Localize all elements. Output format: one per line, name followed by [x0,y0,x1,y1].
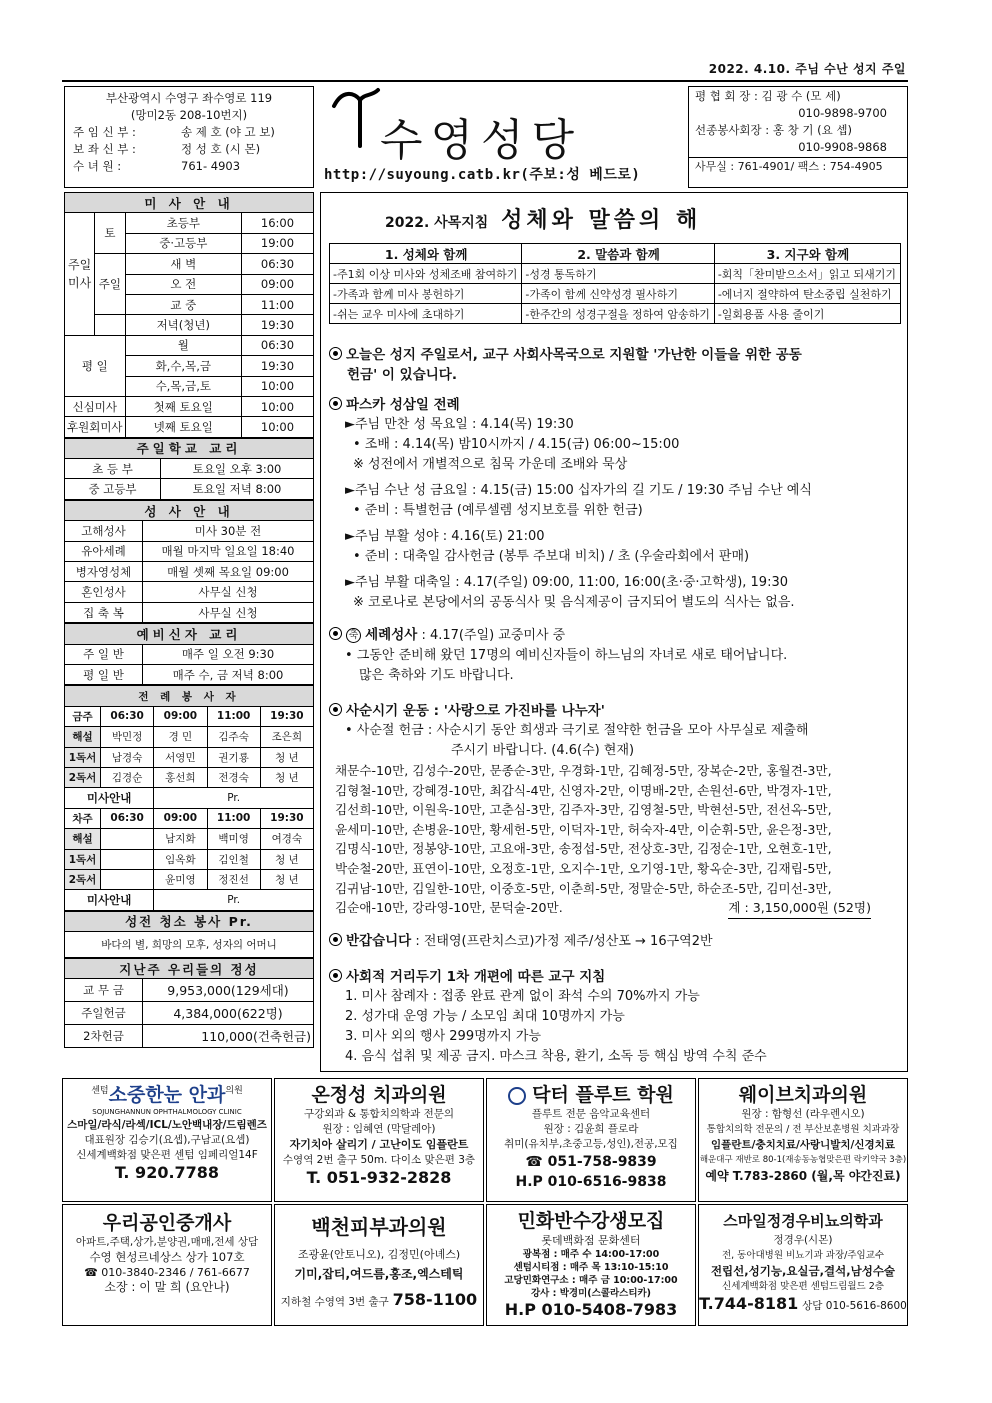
ad-phone: T. 051-932-2828 [306,1168,452,1187]
donor-line: 채문수-10만, 김성수-20만, 문종순-3만, 우경화-1만, 김혜정-5만, 장복순-2만, 홍월견-3만, [335,763,832,778]
school-group: 초 등 부 [65,459,161,479]
server-name [101,829,154,849]
notice-line: 오늘은 성지 주일로서, 교구 사회사목국으로 지원할 '가난한 이들을 위한 공동 [346,347,802,363]
sacraments-title: 성 사 안 내 [65,500,314,520]
server-name: 김인철 [207,849,260,869]
ad-line: ☎ 010-3840-2346 / 761-6677 [84,1266,250,1279]
address-box [64,86,314,188]
ad-name: 닥터 플루트 학원 [532,1084,674,1106]
guide-label: 미사안내 [65,788,154,808]
notice-line: 주시기 바랍니다. (4.6(수) 현재) [451,743,635,758]
bullet-circle-icon [329,397,342,410]
assistant-label: 보 좌 신 부 : [73,142,136,156]
ad-line: 신세계백화점 맞은편 센텀드림월드 2층 [722,1281,884,1292]
liturgy-servers-table [64,685,314,910]
guide-value: Pr. [154,788,314,808]
council-phone: 010-9898-9700 [798,106,887,120]
mass-name: 첫째 토요일 [125,396,241,416]
mass-time: 19:30 [242,356,314,376]
sunday-school-title: 주일학교 교리 [65,438,314,458]
donor-line: 박순철-20만, 표연이-10만, 오정호-1만, 오지수-1만, 오기영-1만, 황옥순-3만, 김재립-5만, [335,860,832,876]
server-name [101,869,154,889]
special-mass-label: 신심미사 [65,396,126,416]
notice-baptism [329,625,901,686]
ad-line: 신세계백화점 맞은편 센텀 임페리얼14F [76,1149,258,1161]
mass-time: 10:00 [242,417,314,437]
pastor-name: 송 제 호 (야 고 보) [181,125,275,139]
ad-line: 소장 : 이 말 희 (요안나) [104,1280,230,1294]
mass-name: 오 전 [125,274,241,294]
council-label: 평 협 회 장 : [695,89,758,103]
mass-time: 10:00 [242,396,314,416]
ad-phone: H.P 010-6516-9838 [515,1174,667,1190]
server-name: 서영민 [154,747,207,767]
notice-line: ►주님 만찬 성 목요일 : 4.14(목) 19:30 [345,417,574,432]
mass-name: 초등부 [125,213,241,233]
funeral-phone: 010-9908-9868 [798,140,887,154]
ad-name: 웨이브치과의원 [738,1084,868,1106]
server-role: 2독서 [65,767,101,787]
notice-paschal-triduum [329,395,901,613]
server-name [101,849,154,869]
server-role: 해설 [65,727,101,747]
pastoral-theme [385,203,701,234]
donor-list [329,761,901,919]
notice-line: ※ 코로나로 본당에서의 공동식사 및 음식제공이 금지되어 별도의 식사는 없음. [353,595,795,610]
mass-name: 넷째 토요일 [125,417,241,437]
server-name: 정진선 [207,869,260,889]
parish-logo-area [320,86,684,188]
ad-name: 백천피부과의원 [311,1215,447,1239]
server-role: 2독서 [65,869,101,889]
mass-name: 화,수,목,금 [125,356,241,376]
mass-name: 새 벽 [125,254,241,274]
cleaning-groups: 바다의 별, 희망의 모후, 성자의 어머니 [65,932,314,958]
ad-line: 센텀시티점 : 매주 목 13:10-15:10 [513,1262,669,1273]
sacraments-table [64,500,314,623]
ad-line: 수영 현성르네상스 상가 107호 [89,1250,245,1264]
ad-flute-academy [486,1078,696,1202]
ad-line: 조광윤(안토니오), 김정민(아녜스) [297,1248,461,1261]
server-role: 1독서 [65,849,101,869]
ad-phone: 상담 010-5616-8600 [802,1300,907,1312]
contact-box [688,86,908,188]
ad-prefix: 센텀 [91,1086,109,1096]
pillar-item: -한주간의 성경구절을 정하여 암송하기 [522,304,714,324]
mass-time: 09:00 [242,274,314,294]
ad-phone: ☎ 051-758-9839 [525,1154,657,1170]
server-time: 11:00 [207,808,260,828]
top-rule [62,80,908,82]
week-label: 차주 [65,808,101,828]
bullet-circle-icon [329,969,342,982]
notice-heading: 사회적 거리두기 1차 개편에 따른 교구 지침 [346,969,606,985]
mass-name: 저녁(청년) [125,315,241,335]
server-name: 권기룡 [207,747,260,767]
sacrament-info: 사무실 신청 [143,602,314,622]
main-notices [320,192,908,1072]
server-name: 김주숙 [207,727,260,747]
sacrament-name: 병자영성체 [65,562,143,582]
pillar-heading: 2. 말씀과 함께 [522,244,714,264]
ad-line: 대표원장 김승기(요셉),구남교(요셉) [84,1134,250,1146]
funeral-name: 홍 창 기 (요 셉) [772,123,852,137]
offering-amount: 9,953,000(129세대) [143,979,314,1002]
server-name: 여경숙 [260,829,313,849]
notice-line: • 준비 : 특별헌금 (예루셀렘 성지보호를 위한 헌금) [353,503,643,518]
guide-value: Pr. [154,890,314,910]
server-time: 19:30 [260,808,313,828]
ad-line: 스마일/라식/라섹/ICL/노안백내장/드림렌즈 [67,1119,267,1131]
server-name: 청 년 [260,869,313,889]
offering-kind: 교 무 금 [65,979,143,1002]
notice-line: 많은 축하와 기도 바랍니다. [359,668,514,683]
saturday-label: 토 [95,213,125,254]
notice-line: 3. 미사 외의 행사 299명까지 가능 [345,1029,542,1044]
server-time: 06:30 [101,706,154,726]
mass-time: 10:00 [242,376,314,396]
server-name: 청 년 [260,849,313,869]
ad-line: 강사 : 박경미(스콜라스티카) [530,1288,652,1299]
week-label: 금주 [65,706,101,726]
ad-line: 정경우(시몬) [773,1234,833,1246]
school-group: 중 고등부 [65,479,161,499]
mass-name: 월 [125,335,241,355]
ad-name: 민화반수강생모집 [517,1210,665,1232]
notice-heading: 세례성사 [365,627,418,643]
notice-line: • 조배 : 4.14(목) 밤10시까지 / 4.15(금) 06:00~15:00 [353,437,680,452]
assistant-name: 정 성 호 (시 몬) [181,142,261,156]
office-contact: 사무실 : 761-4901/ 팩스 : 754-4905 [689,157,907,175]
server-name: 청 년 [260,747,313,767]
offering-amount: 110,000(건축헌금) [143,1025,314,1048]
mass-time: 16:00 [242,213,314,233]
mass-time: 06:30 [242,335,314,355]
ad-line: 기미,잡티,여드름,홍조,엑스테틱 [294,1267,464,1281]
pillar-item: -에너지 절약하여 탄소중립 실천하기 [714,284,900,304]
sacrament-name: 고해성사 [65,521,143,541]
pillar-item: -회칙「찬미받으소서」읽고 되새기기 [714,264,900,284]
weekday-label: 평 일 [65,335,126,396]
class-time: 매주 수, 금 저녁 8:00 [143,664,314,684]
bullet-circle-icon [329,703,342,716]
ad-line: 수영역 2번 출구 50m. 다이소 맞은편 3층 [282,1154,476,1166]
school-time: 토요일 저녁 8:00 [161,479,314,499]
address-line-1: 부산광역시 수영구 좌수영로 119 [105,91,273,105]
mass-time: 19:00 [242,233,314,253]
catechumen-title: 예비신자 교리 [65,624,314,644]
server-name: 임옥화 [154,849,207,869]
ad-dental-clinic-1 [274,1078,484,1202]
notice-line: 4. 음식 섭취 및 제공 금지. 마스크 착용, 환기, 소독 등 핵심 방역 수칙 준수 [345,1049,767,1064]
server-name: 남경숙 [101,747,154,767]
notice-line: ※ 성전에서 개별적으로 침묵 가운데 조배와 묵상 [353,457,628,472]
council-name: 김 광 수 (모 세) [761,89,841,103]
cleaning-table [64,911,314,958]
donor-line: 김순애-10만, 강라영-10만, 문덕술-20만. [335,900,563,916]
pastor-label: 주 임 신 부 : [73,125,136,139]
ad-line: 원장 : 임혜연 (막달레아) [322,1123,436,1135]
notice-distancing [329,967,901,1067]
donor-line: 김선희-10만, 이원욱-10만, 고춘심-3만, 김주자-3만, 김영철-5만, 박현선-5만, 전선옥-5만, [335,802,832,818]
convent-phone: 761- 4903 [181,159,241,173]
sunday-mass-label: 주일미사 [65,213,95,335]
catechumen-table [64,623,314,685]
ad-line: 전립선,성기능,요실금,결석,남성수술 [710,1264,896,1278]
sacrament-info: 사무실 신청 [143,582,314,602]
donor-line: 윤세미-10만, 손병윤-10만, 황세헌-5만, 이덕자-1만, 허숙자-4만, 이순휘-5만, 윤은정-3만, [335,821,832,837]
bullet-circle-icon [329,347,342,360]
academy-emblem-icon [508,1087,526,1105]
notice-line: • 준비 : 대축일 감사헌금 (봉투 주보대 비치) / 초 (우술라회에서 판매) [353,549,750,564]
logo-text: 수영성당 [380,115,583,166]
ad-suffix: 의원 [225,1086,243,1096]
notice-detail: : 4.17(주일) 교중미사 중 [417,628,566,643]
ad-real-estate [62,1204,272,1326]
ad-phone: 예약 T.783-2860 (월,목 야간진료) [705,1169,901,1183]
ad-line: 광복점 : 매주 수 14:00-17:00 [522,1249,660,1260]
convent-label: 수 녀 원 : [73,159,122,173]
notice-line: • 사순절 헌금 : 사순시기 동안 희생과 극기로 절약한 헌금을 모아 사무실로 제출해 [345,723,809,738]
pillar-item: -가족과 함께 미사 봉헌하기 [330,284,522,304]
mass-time: 19:30 [242,315,314,335]
server-time: 11:00 [207,706,260,726]
ad-line: 전, 동아대병원 비뇨기과 과장/주임교수 [721,1250,885,1261]
notice-heading: 사순시기 운동 : '사랑으로 가진바를 나누자' [346,703,605,719]
ad-dental-clinic-2 [698,1078,908,1202]
notice-line: 1. 미사 참례자 : 접종 완료 관계 없이 좌석 수의 70%까지 가능 [345,989,700,1004]
mass-name: 중·고등부 [125,233,241,253]
notice-detail: : 전태영(프란치스코)가정 제주/성산포 → 16구역2반 [411,934,713,949]
class-time: 매주 일 오전 9:30 [143,644,314,664]
sacrament-info: 매월 셋째 목요일 09:00 [143,562,314,582]
offering-table [64,958,314,1048]
advertisements [62,1078,908,1326]
sacrament-info: 매월 마지막 일요일 18:40 [143,541,314,561]
ad-phone: T.744-8181 [699,1294,799,1313]
ad-line: 롯데백화점 문화센터 [541,1234,641,1247]
school-time: 토요일 오후 3:00 [161,459,314,479]
donor-line: 김명식-10만, 정봉양-10만, 고요애-3만, 송정섭-5만, 전상호-3만, 김정순-1만, 오현호-1만, [335,841,832,857]
bullet-circle-icon [329,933,342,946]
server-time: 09:00 [154,706,207,726]
theme-year: 2022. 사목지침 [385,215,489,231]
ad-line: 아파트,주택,상가,분양권,매매,전세 상담 [75,1236,259,1248]
offering-kind: 2차헌금 [65,1025,143,1048]
sunday-school-table [64,438,314,500]
notice-line: • 그동안 준비해 왔던 17명의 예비신자들이 하느님의 자녀로 새로 태어납니다. [345,648,788,663]
ad-folk-painting [486,1204,696,1326]
server-name: 김경순 [101,767,154,787]
funeral-label: 선종봉사회장 : [695,123,770,137]
left-column [64,192,314,1048]
ad-subtitle: SOJUNGHANNUN OPHTHALMOLOGY CLINIC [92,1108,242,1116]
ad-line: 임플란트/충치치료/사랑니발치/신경치료 [711,1139,895,1151]
sacrament-info: 미사 30분 전 [143,521,314,541]
pillar-item: -일회용품 사용 줄이기 [714,304,900,324]
sacrament-name: 유아세례 [65,541,143,561]
mass-title: 미 사 안 내 [65,193,314,213]
ad-name: 우리공인중개사 [102,1212,232,1234]
notice-heading: 반갑습니다 [346,933,412,949]
mass-name: 교 중 [125,294,241,314]
mass-time: 06:30 [242,254,314,274]
sacrament-name: 혼인성사 [65,582,143,602]
offering-kind: 주일헌금 [65,1002,143,1025]
server-name: 박민정 [101,727,154,747]
ad-name: 소중한눈 안과 [108,1084,226,1106]
notice-line: 헌금' 이 있습니다. [347,367,457,383]
ad-name: 온정성 치과의원 [311,1084,447,1106]
notice-heading: 파스카 성삼일 전례 [346,397,460,413]
server-role: 1독서 [65,747,101,767]
mass-time: 11:00 [242,294,314,314]
pillar-heading: 1. 성체와 함께 [330,244,522,264]
server-role: 해설 [65,829,101,849]
ad-line: 지하철 수영역 3번 출구 [280,1296,389,1308]
offering-amount: 4,384,000(622명) [143,1002,314,1025]
pillar-heading: 3. 지구와 함께 [714,244,900,264]
server-time: 06:30 [101,808,154,828]
server-name: 남지화 [154,829,207,849]
sacrament-name: 집 축 복 [65,602,143,622]
ad-phone: 758-1100 [392,1290,478,1309]
ad-urology [698,1204,908,1326]
donor-line: 김형철-10만, 강혜경-10만, 최갑식-4만, 신영자-2만, 이명배-2만, 손원선-6만, 박경자-1만, [335,782,832,798]
server-name: 경 민 [154,727,207,747]
notice-line: ►주님 수난 성 금요일 : 4.15(금) 15:00 십자가의 길 기도 / 19:30 주님 수난 예식 [345,483,812,498]
pillar-item: -성경 통독하기 [522,264,714,284]
pillars-table [329,243,901,324]
notice-line: ►주님 부활 성야 : 4.16(토) 21:00 [345,529,545,544]
server-name: 청 년 [260,767,313,787]
issue-date: 2022. 4.10. 주님 수난 성지 주일 [708,62,906,76]
ad-phone: H.P 010-5408-7983 [504,1300,678,1319]
mass-name: 수,목,금,토 [125,376,241,396]
pillar-item: -가족이 함께 신약성경 필사하기 [522,284,714,304]
address-line-2: (망미2동 208-10번지) [130,108,248,122]
class-name: 주 일 반 [65,644,143,664]
ad-line: 구강외과 & 통합치의학과 전문의 [303,1108,455,1120]
ad-line: 플루트 전문 음악교육센터 [531,1108,651,1120]
ad-line: 자기치아 살리기 / 고난이도 임플란트 [289,1138,469,1151]
server-name: 조은희 [260,727,313,747]
donor-line: 김귀남-10만, 김일한-10만, 이중호-5만, 이춘희-5만, 정말순-5만, 하순조-5만, 김미선-3만, [335,880,832,896]
ad-dermatology [274,1204,484,1326]
notice-palm-sunday [329,345,901,385]
pillar-item: -쉬는 교우 미사에 초대하기 [330,304,522,324]
server-name: 윤미영 [154,869,207,889]
ad-line: 원장 : 함형선 (라우렌시오) [741,1108,865,1120]
ad-name: 스마일정경우비뇨의학과 [723,1212,883,1230]
special-mass-label: 후원회미사 [65,417,126,437]
ad-phone: T. 920.7788 [114,1163,220,1182]
notice-line: ►주님 부활 대축일 : 4.17(주일) 09:00, 11:00, 16:00(초·중·고학생), 19:30 [345,575,788,590]
sunday-label: 주일 [95,254,125,315]
ad-line: 해운대구 재반로 80-1(재송동농협맞은편 락키약국 3층) [699,1155,907,1165]
pillar-item: -주1회 이상 미사와 성체조배 참여하기 [330,264,522,284]
notice-lent-campaign [329,701,901,919]
ad-eye-clinic [62,1078,272,1202]
class-name: 평 일 반 [65,664,143,684]
cleaning-title: 성전 청소 봉사 Pr. [65,911,314,931]
server-name: 백미영 [207,829,260,849]
ad-line: 취미(유치부,초중고등,성인),전공,모집 [504,1138,678,1150]
mass-schedule-table [64,192,314,438]
ad-line: 고당민화연구소 : 매주 금 10:00-17:00 [504,1275,678,1286]
ad-line: 통합치의학 전문의 / 전 부산보훈병원 치과과장 [706,1124,900,1135]
offering-title: 지난주 우리들의 정성 [65,959,314,979]
celebration-seal-icon: 축 [346,628,361,643]
guide-label: 미사안내 [65,890,154,910]
website-url[interactable]: http://suyoung.catb.kr(주보:성 베드로) [324,167,641,183]
ad-line: 원장 : 김윤희 플로라 [543,1123,639,1135]
donation-total: 계 : 3,150,000원 (52명) [728,898,871,919]
server-time: 09:00 [154,808,207,828]
theme-title: 성체와 말씀의 해 [501,208,702,233]
server-time: 19:30 [260,706,313,726]
server-name: 홍선희 [154,767,207,787]
notice-line: 2. 성가대 운영 가능 / 소모임 최대 10명까지 가능 [345,1009,625,1024]
server-name: 전경숙 [207,767,260,787]
notice-welcome [329,931,901,952]
servers-title: 전 례 봉 사 자 [65,686,314,706]
bullet-circle-icon [329,627,342,640]
